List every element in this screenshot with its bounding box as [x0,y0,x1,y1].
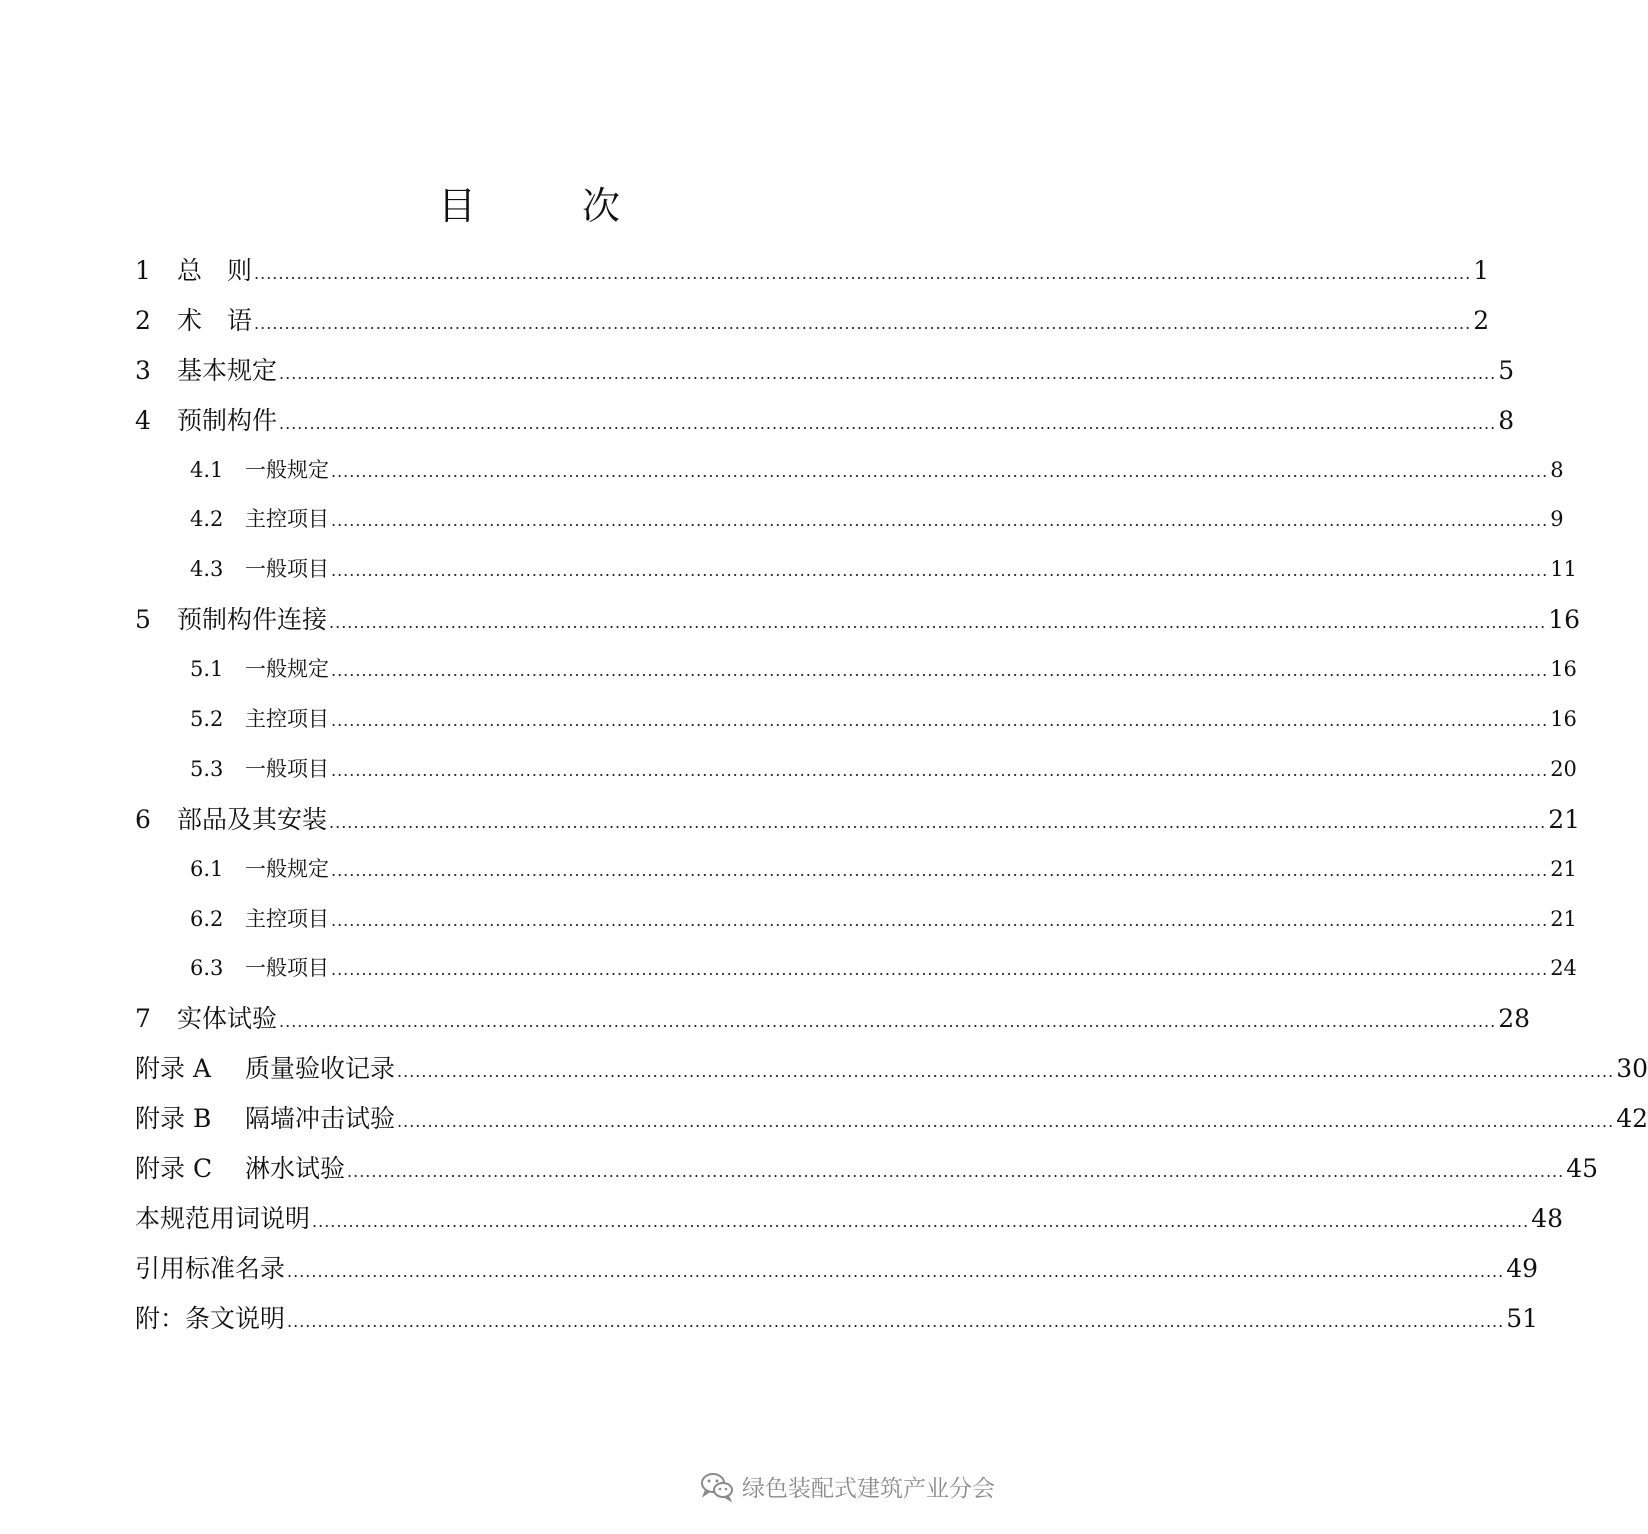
toc-entry-title: 实体试验 [177,1004,278,1034]
toc-entry-number: 4.1 [190,457,224,482]
toc-entry-number: 附录 C [135,1154,213,1184]
toc-entry-number: 4 [135,405,151,435]
toc-leader-dots: ........................................................................................................................................................................................................ [254,264,1472,283]
toc-entry-number: 6 [135,804,151,834]
toc-entry-title: 淋水试验 [245,1154,346,1184]
toc-leader-dots: ........................................................................................................................................................................................................ [397,1112,1615,1132]
toc-leader-dots: ........................................................................................................................................................................................................ [331,960,1549,980]
wechat-icon [700,1471,734,1501]
toc-entry-label [135,296,252,346]
toc-leader-dots: ........................................................................................................................................................................................................ [331,511,1549,531]
toc-entry-title: 一般规定 [245,657,329,682]
toc-entry-title: 总 则 [177,256,253,285]
toc-entry-page: 48 [1531,1203,1564,1233]
toc-entry-page: 30 [1616,1054,1648,1084]
toc-entry-label [190,745,329,795]
toc-entry[interactable] [135,495,1564,545]
toc-entry-number: 6.1 [190,856,224,881]
toc-entry-label [135,1044,395,1094]
toc-entry-page: 21 [1550,906,1577,931]
toc-entry-page: 8 [1498,405,1515,435]
toc-entry-number: 5 [135,605,151,635]
toc-leader-dots: ........................................................................................................................................................................................................ [331,711,1549,731]
toc-entry[interactable] [135,396,1515,446]
toc-entry-page: 28 [1498,1004,1531,1034]
toc-entry[interactable] [135,695,1577,745]
toc-entry-label [190,845,329,895]
toc-leader-dots: ........................................................................................................................................................................................................ [331,910,1549,930]
toc-entry-page: 21 [1548,804,1581,834]
toc-entry-label [135,1144,345,1194]
toc-leader-dots: ........................................................................................................................................................................................................ [329,613,1547,633]
toc-entry-number: 4.3 [190,557,224,582]
toc-entry[interactable] [135,944,1577,994]
toc-entry-label [190,695,329,745]
toc-leader-dots: ........................................................................................................................................................................................................ [347,1162,1565,1182]
toc-entry[interactable] [135,745,1577,795]
toc-entry-number: 5.2 [190,707,224,732]
toc-entry-title: 预制构件 [177,405,278,435]
toc-entry-title: 预制构件连接 [177,605,328,635]
toc-entry-number: 7 [135,1004,151,1034]
toc-leader-dots: ........................................................................................................................................................................................................ [331,860,1549,880]
toc-entry[interactable] [135,595,1581,645]
toc-leader-dots: ........................................................................................................................................................................................................ [329,812,1547,832]
toc-entry-page: 16 [1548,605,1581,635]
toc-entry-page: 51 [1506,1303,1539,1333]
toc-entry-label [135,595,327,645]
toc-entry[interactable] [135,346,1515,396]
toc-entry-page: 5 [1498,355,1515,385]
toc-entry-page: 16 [1550,657,1577,682]
toc-entry[interactable] [135,1044,1648,1094]
toc-entry[interactable] [135,994,1531,1044]
toc-entry-number: 5.3 [190,756,224,781]
toc-entry-title: 质量验收记录 [245,1054,396,1084]
toc-leader-dots: ........................................................................................................................................................................................................ [287,1261,1505,1281]
toc-entry-number: 4.2 [190,507,224,532]
toc-entry-number: 6.3 [190,956,224,981]
toc-entry-title: 一般项目 [245,557,329,582]
toc-entry-label [135,1244,285,1294]
toc-leader-dots: ........................................................................................................................................................................................................ [331,661,1549,681]
toc-entry-number: 5.1 [190,657,224,682]
toc-entry[interactable] [135,296,1490,346]
toc-entry[interactable] [135,895,1577,945]
toc-entry-page: 49 [1506,1253,1539,1283]
toc-entry[interactable] [135,1294,1539,1344]
toc-entry-number: 2 [135,305,151,335]
toc-entry-number: 3 [135,355,151,385]
toc-entry-label [135,795,327,845]
watermark [700,1466,995,1506]
toc-entry-number: 6.2 [190,906,224,931]
toc-leader-dots: ........................................................................................................................................................................................................ [331,760,1549,780]
toc-leader-dots: ........................................................................................................................................................................................................ [279,363,1497,383]
toc-entry-label [135,1094,395,1144]
toc-entry-number: 1 [135,256,151,285]
toc-entry-label [135,346,277,396]
page-title: 目 次 [437,184,654,228]
toc-entry-label [135,1194,310,1244]
toc-leader-dots: ........................................................................................................................................................................................................ [254,313,1472,333]
toc-entry-title: 一般项目 [245,956,329,981]
toc-entry-title: 基本规定 [177,355,278,385]
toc-entry-page: 9 [1550,507,1564,532]
table-of-contents [135,246,1648,1344]
toc-entry-page: 1 [1473,256,1490,285]
toc-entry-page: 24 [1550,956,1577,981]
toc-leader-dots: ........................................................................................................................................................................................................ [279,413,1497,433]
toc-entry-title: 附：条文说明 [135,1303,286,1333]
toc-entry-page: 11 [1550,557,1577,582]
toc-entry-label [135,246,252,296]
toc-leader-dots: ........................................................................................................................................................................................................ [331,461,1549,481]
toc-entry-page: 2 [1473,305,1490,335]
toc-entry-title: 隔墙冲击试验 [245,1104,396,1134]
toc-entry-label [135,994,277,1044]
toc-entry-page: 21 [1550,856,1577,881]
toc-entry-page: 16 [1550,707,1577,732]
toc-leader-dots: ........................................................................................................................................................................................................ [312,1211,1530,1231]
toc-entry[interactable] [135,1094,1648,1144]
toc-entry-label [135,396,277,446]
toc-entry-title: 引用标准名录 [135,1253,286,1283]
toc-entry[interactable] [135,545,1577,595]
toc-entry-title: 主控项目 [245,507,329,532]
toc-entry[interactable] [135,1194,1564,1244]
toc-leader-dots: ........................................................................................................................................................................................................ [279,1012,1497,1032]
toc-entry[interactable] [135,246,1490,296]
toc-entry-title: 本规范用词说明 [135,1203,311,1233]
toc-leader-dots: ........................................................................................................................................................................................................ [331,561,1549,581]
toc-entry-number: 附录 A [135,1054,212,1084]
toc-entry[interactable] [135,446,1564,496]
toc-entry-label [135,1294,285,1344]
toc-entry-label [190,446,329,496]
toc-entry-title: 一般规定 [245,856,329,881]
toc-entry-label [190,495,329,545]
toc-leader-dots: ........................................................................................................................................................................................................ [287,1311,1505,1331]
toc-entry[interactable] [135,1144,1599,1194]
toc-entry[interactable] [135,645,1577,695]
toc-entry-label [190,895,329,945]
toc-entry[interactable] [135,845,1577,895]
toc-entry-label [190,645,329,695]
toc-entry-title: 一般项目 [245,756,329,781]
watermark-text: 绿色装配式建筑产业分会 [742,1475,995,1502]
toc-entry-page: 8 [1550,457,1564,482]
toc-entry-page: 42 [1616,1104,1648,1134]
toc-entry-title: 一般规定 [245,457,329,482]
toc-leader-dots: ........................................................................................................................................................................................................ [397,1062,1615,1082]
toc-entry-title: 主控项目 [245,707,329,732]
toc-entry-number: 附录 B [135,1104,212,1134]
toc-entry-label [190,545,329,595]
toc-entry[interactable] [135,1244,1539,1294]
toc-entry-page: 20 [1550,756,1577,781]
toc-entry-title: 部品及其安装 [177,804,328,834]
toc-entry-label [190,944,329,994]
toc-entry-title: 主控项目 [245,906,329,931]
toc-entry-page: 45 [1566,1154,1599,1184]
toc-entry-title: 术 语 [177,305,253,335]
toc-entry[interactable] [135,795,1581,845]
